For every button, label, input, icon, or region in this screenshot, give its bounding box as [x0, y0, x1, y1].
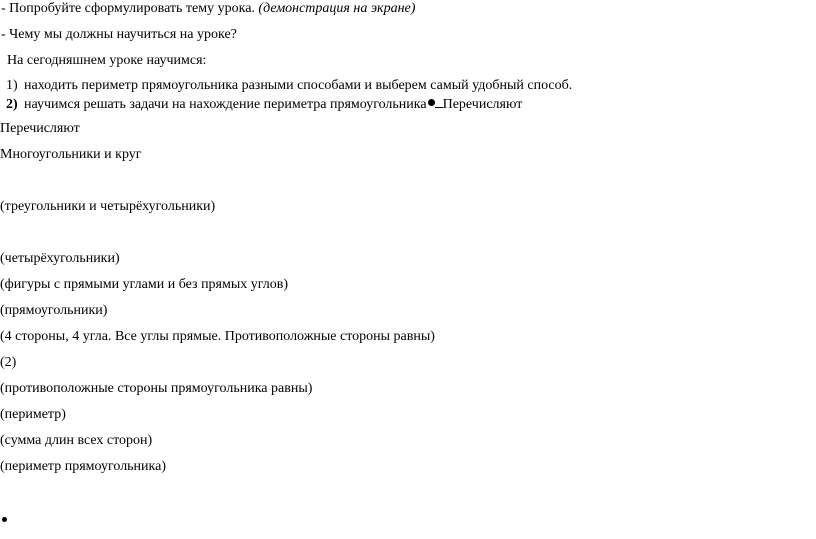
bullet-icon [428, 99, 435, 106]
answer-line: (2) [0, 355, 17, 370]
answer-line: (треугольники и четырёхугольники) [0, 199, 216, 214]
answer-line: Перечисляют [0, 121, 80, 136]
goal-item-1 [6, 78, 572, 94]
bullet-icon [2, 517, 7, 522]
goal-number: 2) [6, 97, 18, 112]
today-intro-line: На сегодняшнем уроке научимся: [7, 53, 207, 68]
goal-text: находить периметр прямоугольника разными способами и выберем самый удобный способ. [24, 78, 573, 93]
answer-line: (периметр) [0, 407, 66, 422]
topic-prompt-line [1, 1, 415, 17]
answer-line: (противоположные стороны прямоугольника равны) [0, 381, 313, 396]
answer-line: Многоугольники и круг [0, 147, 142, 162]
answer-line: (фигуры с прямыми углами и без прямых углов) [0, 277, 289, 292]
demo-note: (демонстрация на экране) [258, 1, 416, 16]
goal-tail: Перечисляют [442, 97, 523, 112]
goal-text: научимся решать задачи на нахождение периметра прямоугольника [24, 97, 427, 112]
question-line: - Чему мы должны научиться на уроке? [1, 27, 237, 42]
answer-line: (прямоугольники) [0, 303, 108, 318]
topic-prompt-text: - Попробуйте сформулировать тему урока. [1, 1, 255, 16]
goal-number: 1) [6, 78, 18, 93]
answer-line: (четырёхугольники) [0, 251, 120, 266]
answer-line: (сумма длин всех сторон) [0, 433, 153, 448]
goal-item-2 [6, 95, 522, 113]
answer-line: (периметр прямоугольника) [0, 459, 167, 474]
answer-line: (4 стороны, 4 угла. Все углы прямые. Противоположные стороны равны) [0, 329, 435, 344]
underline-blank [435, 95, 443, 108]
